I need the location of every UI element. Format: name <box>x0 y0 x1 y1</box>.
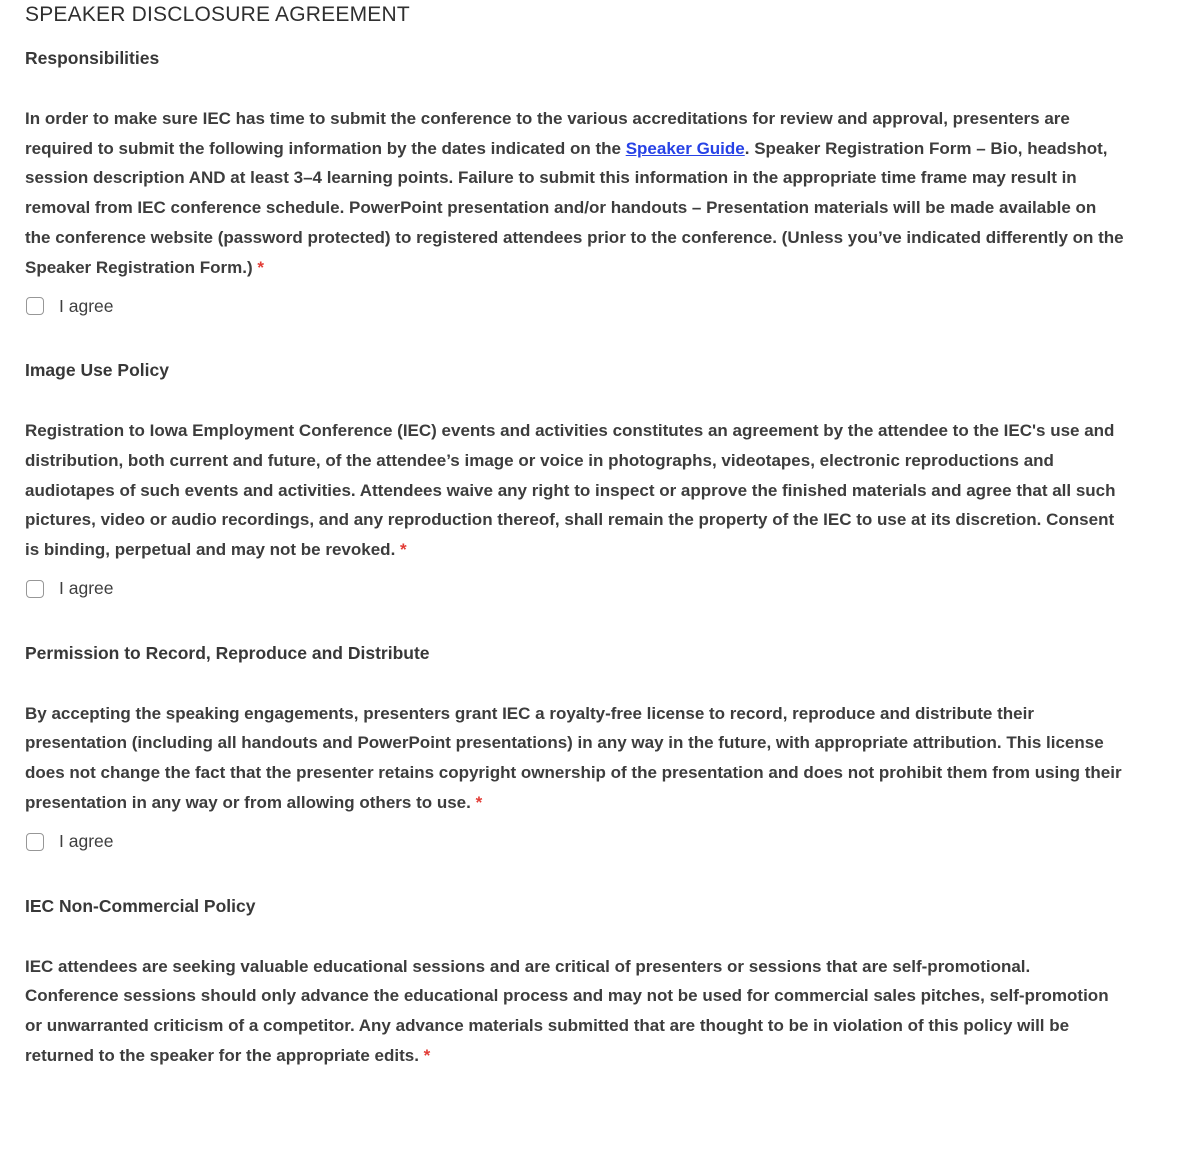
policy-section <box>25 641 1125 854</box>
agree-row <box>25 294 1125 318</box>
section-heading: Responsibilities <box>25 48 160 68</box>
required-asterisk: * <box>475 792 483 812</box>
agree-label[interactable]: I agree <box>59 295 114 316</box>
sections-container <box>25 46 1125 1070</box>
body-text: By accepting the speaking engagements, presenters grant IEC a royalty-free license to record, reproduce and distribute their presentation (including all handouts and PowerPoint presentations) in any way in the future, with appropriate attribution. This license does not change the fact that the presenter retains copyright ownership of the presentation and does not prohibit them from using their presentation in any way or from allowing others to use. <box>25 703 1122 812</box>
required-asterisk: * <box>400 540 407 560</box>
agree-checkbox[interactable] <box>26 297 44 315</box>
section-heading: Permission to Record, Reproduce and Distribute <box>25 642 430 663</box>
required-asterisk: * <box>257 257 265 277</box>
required-asterisk: * <box>423 1045 431 1065</box>
page-title: SPEAKER DISCLOSURE AGREEMENT <box>25 3 410 26</box>
section-body <box>25 699 1125 818</box>
section-heading: IEC Non-Commercial Policy <box>25 895 256 916</box>
policy-section <box>25 358 1125 601</box>
body-text: . Speaker Registration Form – Bio, headshot, session description AND at least 3–4 learning points. Failure to submit this information in the appropriate time frame may result in removal from IEC conference schedule. PowerPoint presentation and/or handouts – Presentation materials will be made available on the conference website (password protected) to registered attendees prior to the conference. (Unless you’ve indicated differently on the Speaker Registration Form.) <box>25 138 1124 277</box>
policy-section <box>25 894 1125 1071</box>
agree-label[interactable]: I agree <box>59 831 114 852</box>
speaker-guide-link[interactable]: Speaker Guide <box>625 138 745 158</box>
policy-section <box>25 46 1125 318</box>
section-body <box>25 952 1125 1071</box>
section-heading: Image Use Policy <box>25 360 169 381</box>
body-text: Registration to Iowa Employment Conference (IEC) events and activities constitutes an agreement by the attendee to the IEC's use and distribution, both current and future, of the attendee’s image or voice in photographs, videotapes, electronic reproductions and audiotapes of such events and activities. Attendees waive any right to inspect or approve the finished materials and agree that all such pictures, video or audio recordings, and any reproduction thereof, shall remain the property of the IEC to use at its discretion. Consent is binding, perpetual and may not be revoked. <box>25 421 1116 560</box>
agree-checkbox[interactable] <box>26 833 44 851</box>
section-body <box>25 416 1125 565</box>
agree-label[interactable]: I agree <box>59 578 114 599</box>
agree-row <box>25 577 1125 601</box>
body-text: In order to make sure IEC has time to submit the conference to the various accreditations for review and approval, presenters are required to submit the following information by the dates indicated on the <box>25 109 1070 158</box>
agree-checkbox[interactable] <box>26 580 44 598</box>
agree-row <box>25 830 1125 854</box>
body-text: IEC attendees are seeking valuable educational sessions and are critical of presenters or sessions that are self-promotional. Conference sessions should only advance the educational process and may not be used for commercial sales pitches, self-promotion or unwarranted criticism of a competitor. Any advance materials submitted that are thought to be in violation of this policy will be returned to the speaker for the appropriate edits. <box>25 956 1109 1065</box>
section-body <box>25 104 1125 282</box>
